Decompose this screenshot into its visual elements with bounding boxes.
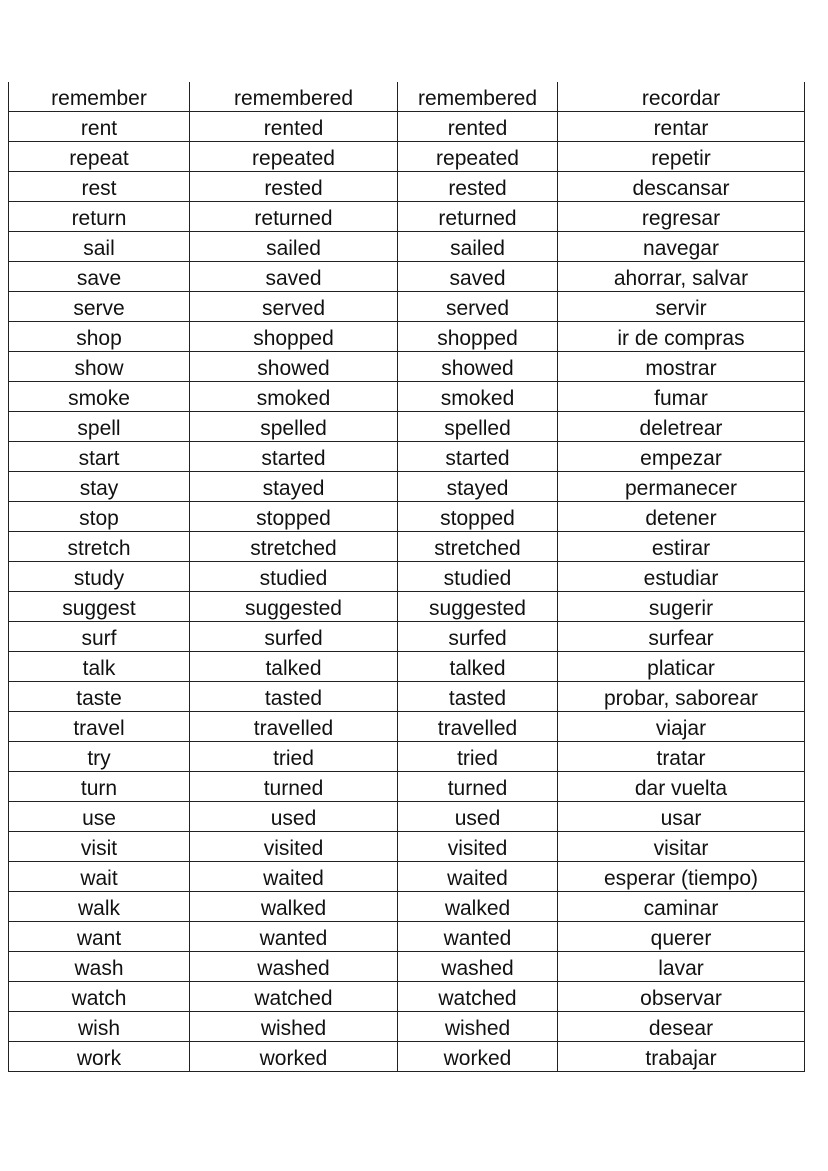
past-simple-cell: wished <box>190 1012 398 1042</box>
past-simple-cell: walked <box>190 892 398 922</box>
past-simple-cell: wanted <box>190 922 398 952</box>
base-form-cell: wait <box>9 862 190 892</box>
spanish-translation-cell: tratar <box>558 742 805 772</box>
table-row <box>9 532 805 562</box>
spanish-translation-cell: deletrear <box>558 412 805 442</box>
base-form-cell: walk <box>9 892 190 922</box>
table-row <box>9 862 805 892</box>
past-participle-cell: travelled <box>398 712 558 742</box>
past-simple-cell: suggested <box>190 592 398 622</box>
base-form-cell: talk <box>9 652 190 682</box>
past-participle-cell: stretched <box>398 532 558 562</box>
base-form-cell: wish <box>9 1012 190 1042</box>
base-form-cell: want <box>9 922 190 952</box>
spanish-translation-cell: ahorrar, salvar <box>558 262 805 292</box>
spanish-translation-cell: sugerir <box>558 592 805 622</box>
past-simple-cell: tried <box>190 742 398 772</box>
base-form-cell: turn <box>9 772 190 802</box>
spanish-translation-cell: estirar <box>558 532 805 562</box>
spanish-translation-cell: repetir <box>558 142 805 172</box>
base-form-cell: sail <box>9 232 190 262</box>
past-participle-cell: washed <box>398 952 558 982</box>
past-simple-cell: tasted <box>190 682 398 712</box>
base-form-cell: study <box>9 562 190 592</box>
spanish-translation-cell: recordar <box>558 82 805 112</box>
table-row <box>9 232 805 262</box>
spanish-translation-cell: probar, saborear <box>558 682 805 712</box>
base-form-cell: smoke <box>9 382 190 412</box>
past-participle-cell: showed <box>398 352 558 382</box>
past-simple-cell: rented <box>190 112 398 142</box>
table-row <box>9 172 805 202</box>
past-simple-cell: stopped <box>190 502 398 532</box>
spanish-translation-cell: rentar <box>558 112 805 142</box>
table-row <box>9 442 805 472</box>
table-row <box>9 742 805 772</box>
past-simple-cell: worked <box>190 1042 398 1072</box>
base-form-cell: shop <box>9 322 190 352</box>
base-form-cell: wash <box>9 952 190 982</box>
table-row <box>9 982 805 1012</box>
spanish-translation-cell: esperar (tiempo) <box>558 862 805 892</box>
past-simple-cell: travelled <box>190 712 398 742</box>
base-form-cell: watch <box>9 982 190 1012</box>
past-participle-cell: spelled <box>398 412 558 442</box>
base-form-cell: rest <box>9 172 190 202</box>
base-form-cell: start <box>9 442 190 472</box>
table-row <box>9 142 805 172</box>
base-form-cell: rent <box>9 112 190 142</box>
table-row <box>9 832 805 862</box>
base-form-cell: surf <box>9 622 190 652</box>
spanish-translation-cell: usar <box>558 802 805 832</box>
base-form-cell: remember <box>9 82 190 112</box>
past-participle-cell: saved <box>398 262 558 292</box>
table-row <box>9 802 805 832</box>
base-form-cell: stop <box>9 502 190 532</box>
past-simple-cell: talked <box>190 652 398 682</box>
table-row <box>9 382 805 412</box>
spanish-translation-cell: empezar <box>558 442 805 472</box>
past-participle-cell: sailed <box>398 232 558 262</box>
past-participle-cell: tried <box>398 742 558 772</box>
past-participle-cell: started <box>398 442 558 472</box>
past-simple-cell: smoked <box>190 382 398 412</box>
table-row <box>9 712 805 742</box>
past-simple-cell: surfed <box>190 622 398 652</box>
table-row <box>9 502 805 532</box>
spanish-translation-cell: visitar <box>558 832 805 862</box>
past-participle-cell: tasted <box>398 682 558 712</box>
past-participle-cell: visited <box>398 832 558 862</box>
table-row <box>9 322 805 352</box>
verb-table <box>8 82 805 1072</box>
table-row <box>9 1042 805 1072</box>
base-form-cell: repeat <box>9 142 190 172</box>
table-row <box>9 82 805 112</box>
past-simple-cell: visited <box>190 832 398 862</box>
spanish-translation-cell: lavar <box>558 952 805 982</box>
base-form-cell: visit <box>9 832 190 862</box>
table-row <box>9 292 805 322</box>
past-participle-cell: turned <box>398 772 558 802</box>
base-form-cell: work <box>9 1042 190 1072</box>
past-participle-cell: rented <box>398 112 558 142</box>
base-form-cell: show <box>9 352 190 382</box>
base-form-cell: use <box>9 802 190 832</box>
past-participle-cell: smoked <box>398 382 558 412</box>
base-form-cell: return <box>9 202 190 232</box>
past-participle-cell: walked <box>398 892 558 922</box>
past-participle-cell: repeated <box>398 142 558 172</box>
past-participle-cell: wanted <box>398 922 558 952</box>
base-form-cell: stay <box>9 472 190 502</box>
past-simple-cell: spelled <box>190 412 398 442</box>
past-simple-cell: repeated <box>190 142 398 172</box>
base-form-cell: save <box>9 262 190 292</box>
table-row <box>9 412 805 442</box>
past-participle-cell: stopped <box>398 502 558 532</box>
spanish-translation-cell: ir de compras <box>558 322 805 352</box>
past-simple-cell: showed <box>190 352 398 382</box>
spanish-translation-cell: surfear <box>558 622 805 652</box>
spanish-translation-cell: platicar <box>558 652 805 682</box>
past-participle-cell: wished <box>398 1012 558 1042</box>
table-row <box>9 652 805 682</box>
spanish-translation-cell: estudiar <box>558 562 805 592</box>
table-row <box>9 772 805 802</box>
spanish-translation-cell: navegar <box>558 232 805 262</box>
base-form-cell: suggest <box>9 592 190 622</box>
base-form-cell: serve <box>9 292 190 322</box>
spanish-translation-cell: detener <box>558 502 805 532</box>
table-row <box>9 682 805 712</box>
past-simple-cell: turned <box>190 772 398 802</box>
table-row <box>9 622 805 652</box>
past-simple-cell: stayed <box>190 472 398 502</box>
spanish-translation-cell: descansar <box>558 172 805 202</box>
past-simple-cell: saved <box>190 262 398 292</box>
table-row <box>9 922 805 952</box>
past-simple-cell: washed <box>190 952 398 982</box>
table-row <box>9 892 805 922</box>
table-row <box>9 202 805 232</box>
spanish-translation-cell: observar <box>558 982 805 1012</box>
past-participle-cell: used <box>398 802 558 832</box>
table-row <box>9 952 805 982</box>
table-row <box>9 352 805 382</box>
past-simple-cell: sailed <box>190 232 398 262</box>
spanish-translation-cell: dar vuelta <box>558 772 805 802</box>
past-participle-cell: waited <box>398 862 558 892</box>
table-row <box>9 112 805 142</box>
spanish-translation-cell: querer <box>558 922 805 952</box>
base-form-cell: spell <box>9 412 190 442</box>
base-form-cell: try <box>9 742 190 772</box>
past-participle-cell: studied <box>398 562 558 592</box>
past-simple-cell: served <box>190 292 398 322</box>
base-form-cell: travel <box>9 712 190 742</box>
past-participle-cell: worked <box>398 1042 558 1072</box>
spanish-translation-cell: trabajar <box>558 1042 805 1072</box>
spanish-translation-cell: viajar <box>558 712 805 742</box>
spanish-translation-cell: servir <box>558 292 805 322</box>
table-row <box>9 1012 805 1042</box>
table-row <box>9 472 805 502</box>
spanish-translation-cell: desear <box>558 1012 805 1042</box>
past-simple-cell: shopped <box>190 322 398 352</box>
spanish-translation-cell: permanecer <box>558 472 805 502</box>
past-participle-cell: remembered <box>398 82 558 112</box>
past-simple-cell: watched <box>190 982 398 1012</box>
spanish-translation-cell: regresar <box>558 202 805 232</box>
table-row <box>9 592 805 622</box>
past-simple-cell: studied <box>190 562 398 592</box>
past-simple-cell: started <box>190 442 398 472</box>
spanish-translation-cell: fumar <box>558 382 805 412</box>
past-participle-cell: talked <box>398 652 558 682</box>
table-row <box>9 262 805 292</box>
past-simple-cell: stretched <box>190 532 398 562</box>
past-participle-cell: served <box>398 292 558 322</box>
past-simple-cell: waited <box>190 862 398 892</box>
spanish-translation-cell: mostrar <box>558 352 805 382</box>
past-participle-cell: stayed <box>398 472 558 502</box>
past-participle-cell: rested <box>398 172 558 202</box>
past-participle-cell: suggested <box>398 592 558 622</box>
base-form-cell: taste <box>9 682 190 712</box>
table-row <box>9 562 805 592</box>
past-participle-cell: returned <box>398 202 558 232</box>
past-participle-cell: watched <box>398 982 558 1012</box>
past-participle-cell: surfed <box>398 622 558 652</box>
past-simple-cell: remembered <box>190 82 398 112</box>
base-form-cell: stretch <box>9 532 190 562</box>
spanish-translation-cell: caminar <box>558 892 805 922</box>
past-simple-cell: rested <box>190 172 398 202</box>
past-simple-cell: returned <box>190 202 398 232</box>
verb-table-body <box>9 82 805 1072</box>
past-simple-cell: used <box>190 802 398 832</box>
past-participle-cell: shopped <box>398 322 558 352</box>
